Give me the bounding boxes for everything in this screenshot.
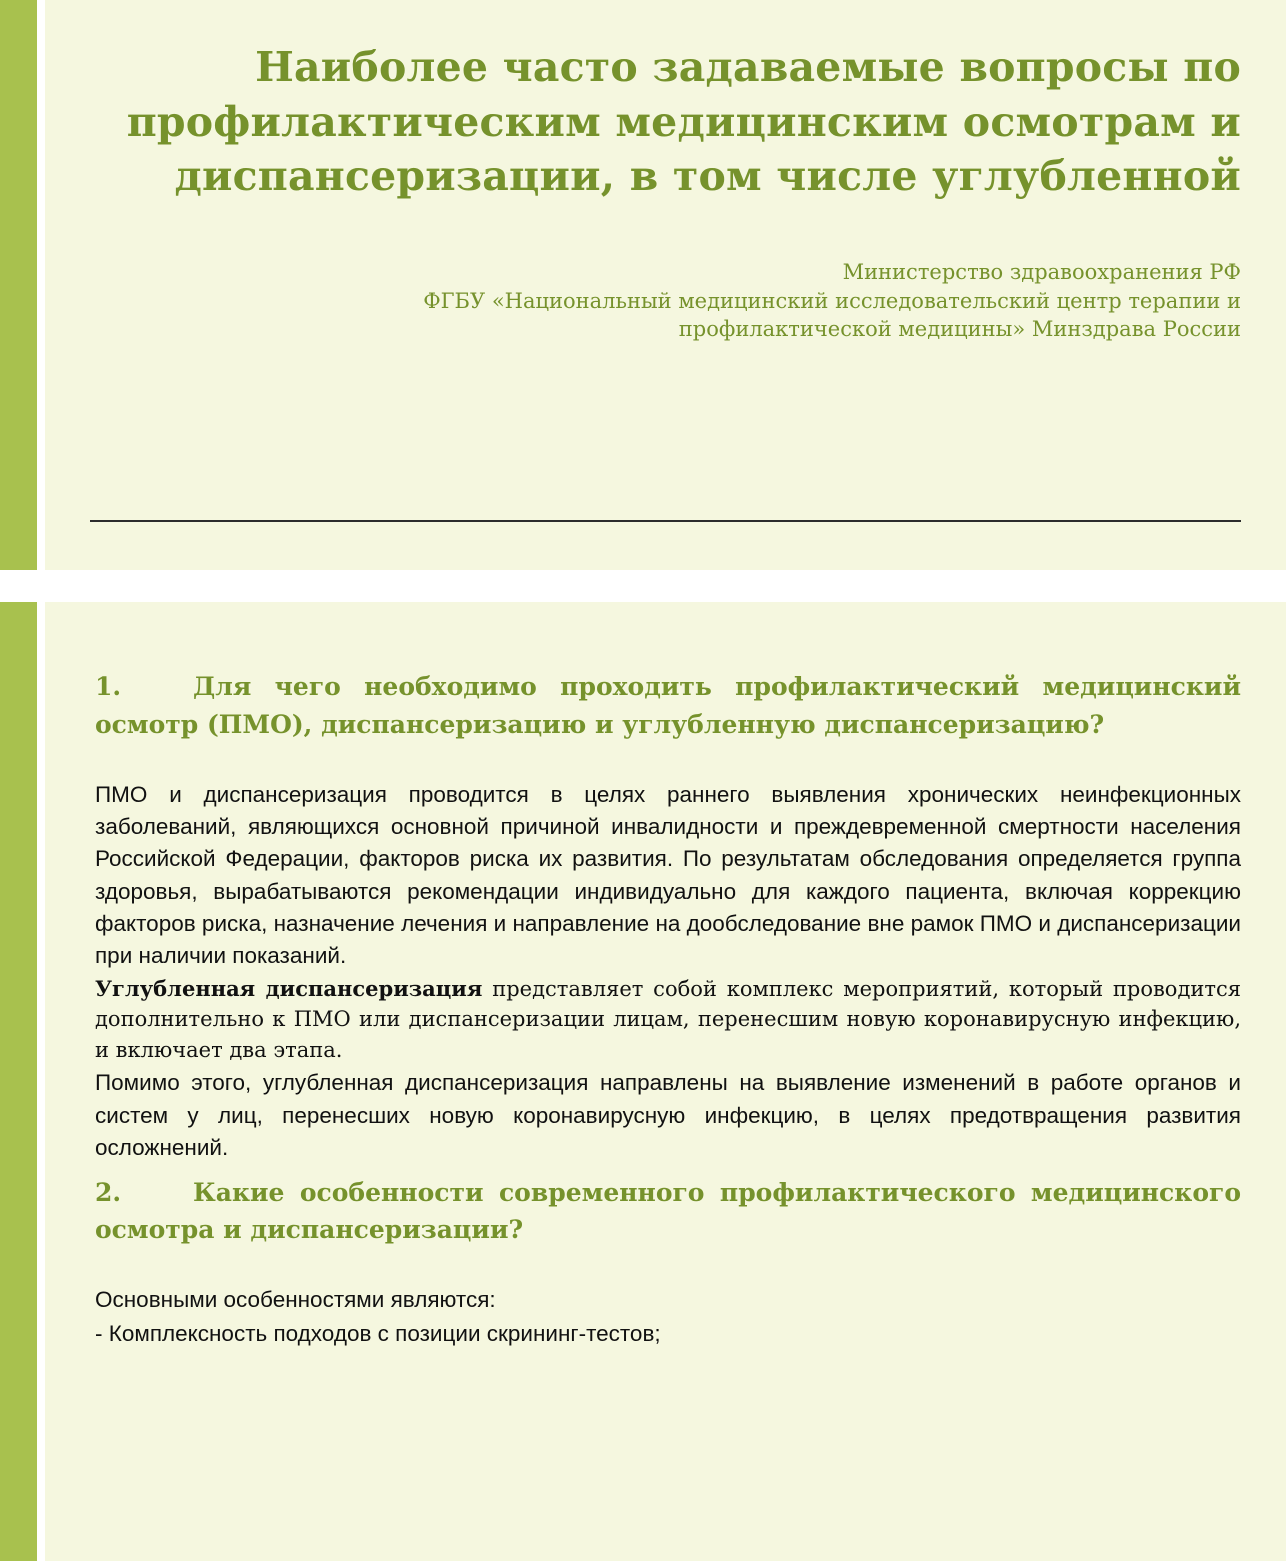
page-title: Наиболее часто задаваемые вопросы по профилактическим медицинским осмотрам и диспансеризации, в том числе углубленной bbox=[126, 43, 1241, 201]
answer-2-bullet-1: - Комплексность подходов с позиции скрининг-тестов; bbox=[95, 1320, 661, 1346]
question-1-text: Для чего необходимо проходить профилактический медицинский осмотр (ПМО), диспансеризацию и углубленную диспансеризацию? bbox=[95, 672, 1241, 739]
content-slide-body bbox=[45, 602, 1286, 1561]
ministry-line: Министерство здравоохранения РФ bbox=[842, 259, 1241, 284]
question-2-number: 2. bbox=[95, 1177, 122, 1207]
answer-2-intro: Основными особенностями являются: bbox=[95, 1286, 496, 1312]
deep-screening-description: представляет собой комплекс мероприятий, который проводится дополнительно к ПМО или диспансеризации лицам, перенесшим новую коронавирусную инфекцию, и включает два этапа. bbox=[95, 977, 1242, 1062]
title-divider bbox=[90, 520, 1241, 522]
slide-accent-gap bbox=[37, 602, 45, 1561]
answer-1-paragraph-3: Помимо этого, углубленная диспансеризация направлены на выявление изменений в работе органов и систем у лиц, перенесших новую коронавирусную инфекцию, в целях предотвращения развития осложнений. bbox=[95, 1070, 1241, 1160]
slide-separator bbox=[0, 570, 1286, 602]
slide-accent-bar bbox=[0, 0, 37, 570]
question-2-text: Какие особенности современного профилактического медицинского осмотра и диспансеризации? bbox=[95, 1177, 1241, 1245]
title-slide bbox=[0, 0, 1286, 570]
deep-screening-term: Углубленная диспансеризация bbox=[95, 976, 483, 1002]
slide-accent-gap bbox=[37, 0, 45, 570]
question-1-number: 1. bbox=[95, 672, 122, 701]
question-1-heading bbox=[95, 668, 1241, 743]
answer-1-paragraph-2 bbox=[95, 974, 1241, 1065]
institution-line-2: профилактической медицины» Минздрава России bbox=[678, 317, 1241, 342]
organization-block bbox=[90, 258, 1241, 345]
content-slide bbox=[0, 602, 1286, 1561]
answer-1-paragraph-1: ПМО и диспансеризация проводится в целях раннего выявления хронических неинфекционных заболеваний, являющихся основной причиной инвалидности и преждевременной смертности населения Российской Федерации, факторов риска их развития. По результатам обследования определяется группа здоровья, вырабатываются рекомендации индивидуально для каждого пациента, включая коррекцию факторов риска, назначение лечения и направление на дообследование вне рамок ПМО и диспансеризации при наличии показаний. bbox=[95, 782, 1241, 968]
institution-line-1: ФГБУ «Национальный медицинский исследовательский центр терапии и bbox=[423, 288, 1241, 313]
slide-accent-bar bbox=[0, 602, 37, 1561]
title-slide-body bbox=[45, 0, 1286, 570]
question-2-heading bbox=[95, 1174, 1241, 1249]
